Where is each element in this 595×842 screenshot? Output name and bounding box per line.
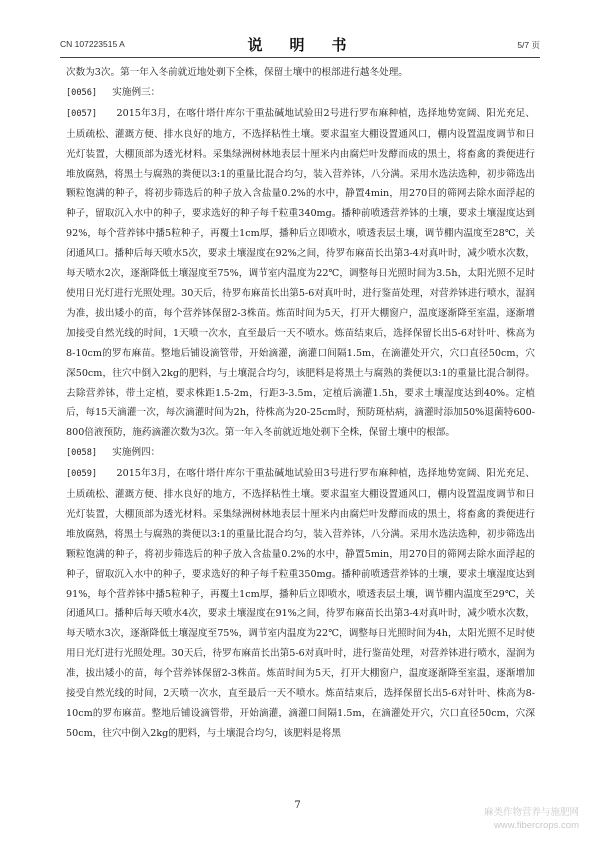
section-heading: 实施例三： xyxy=(112,86,161,98)
paragraph-0056 xyxy=(66,83,535,104)
document-title: 说 明 书 xyxy=(247,36,353,54)
paragraph-text: 2015年3月，在喀什塔什库尔干重盐碱地试验田2号进行罗布麻种植，选择地势宽阔、阳光充足、土质疏松、灌溉方便、排水良好的地方，不选择粘性土壤。要求温室大棚设置通风口，棚内设置温度调节和日光灯装置，大棚顶部为透光材料。采集绿洲树林地表层十厘米内由腐烂叶发酵而成的黑土，将畜禽的粪便进行堆放腐熟，将黑土与腐熟的粪便以3:1的重量比混合均匀，装入营养钵，八分满。采用水选法选种，初步筛选出颗粒饱满的种子，将初步筛选后的种子放入含盐量0.2%的水中，静置4min，用270目的筛网去除水面浮起的种子，留取沉入水中的种子，要求选好的种子每千粒重340mg。播种前喷透营养钵的土壤，要求土壤湿度达到92%，每个营养钵中播5粒种子，再覆土1cm厚，播种后立即喷水，喷透表层土壤，调节棚内温度至28℃，关闭通风口。播种后每天喷水5次，要求土壤湿度在92%之间，待罗布麻苗长出第3-4对真叶时，减少喷水次数，每天喷水2次，逐渐降低土壤湿度至75%，调节室内温度为22℃，调整每日光照时间为3.5h，太阳光照不足时使用日光灯进行光照处理。30天后，待罗布麻苗长出第5-6对真叶时，进行鉴苗处理，对营养钵进行喷水，湿润为准，拔出矮小的苗，每个营养钵保留2-3株苗。炼苗时间为5天，打开大棚窗户，温度逐渐降至室温，逐渐增加接受自然光线的时间，1天喷一次水，直至最后一天不喷水。炼苗结束后，选择保留长出5-6对针叶、株高为8-10cm的罗布麻苗。整地后铺设滴管带，开始滴灌，滴灌口间隔1.5m，在滴灌处开穴，穴口直径50cm，穴深50cm，往穴中倒入2kg的肥料，与土壤混合均匀，该肥料是将黑土与腐熟的粪便以3:1的重量比混合制得。去除营养钵，带土定植，要求株距1.5-2m，行距3-3.5m，定植后滴灌1.5h，要求土壤湿度达到40%。定植后，每15天滴灌一次，每次滴灌时间为2h，待株高为20-25cm时，预防斑枯病，滴灌时添加50%退菌特600-800倍液预防，施药滴灌次数为3次。第一年入冬前就近地处剃下全株，保留土壤中的根部。 xyxy=(66,107,535,439)
paragraph-continuation xyxy=(66,63,535,83)
paragraph-0059 xyxy=(66,464,535,744)
watermark-url: www.fibercrops.com xyxy=(494,820,579,831)
paragraph-text: 2015年3月，在喀什塔什库尔干重盐碱地试验田3号进行罗布麻种植，选择地势宽阔、阳光充足、土质疏松、灌溉方便、排水良好的地方，不选择粘性土壤。要求温室大棚设置通风口，棚内设置温度调节和日光灯装置，大棚顶部为透光材料。采集绿洲树林地表层十厘米内由腐烂叶发酵而成的黑土，将畜禽的粪便进行堆放腐熟，将黑土与腐熟的粪便以3:1的重量比混合均匀，装入营养钵，八分满。采用水选法选种，初步筛选出颗粒饱满的种子，将初步筛选后的种子放入含盐量0.2%的水中，静置5min，用270目的筛网去除水面浮起的种子，留取沉入水中的种子，要求选好的种子每千粒重350mg。播种前喷透营养钵的土壤，要求土壤湿度达到91%，每个营养钵中播5粒种子，再覆土1cm厚，播种后立即喷水，喷透表层土壤，调节棚内温度至29℃，关闭通风口。播种后每天喷水4次，要求土壤湿度在91%之间，待罗布麻苗长出第3-4对真叶时，减少喷水次数，每天喷水3次，逐渐降低土壤湿度至75%，调节室内温度为22℃，调整每日光照时间为4h，太阳光照不足时使用日光灯进行光照处理。30天后，待罗布麻苗长出第5-6对真叶时，进行鉴苗处理，对营养钵进行喷水，湿润为准，拔出矮小的苗，每个营养钵保留2-3株苗。炼苗时间为5天，打开大棚窗户，温度逐渐降至室温，逐渐增加接受自然光线的时间，2天喷一次水，直至最后一天不喷水。炼苗结束后，选择保留长出5-6对针叶、株高为8-10cm的罗布麻苗。整地后铺设滴管带，开始滴灌，滴灌口间隔1.5m，在滴灌处开穴，穴口直径50cm，穴深50cm，往穴中倒入2kg的肥料，与土壤混合均匀，该肥料是将黑 xyxy=(66,468,535,739)
page-number: 7 xyxy=(294,800,301,811)
document-body xyxy=(66,63,535,744)
watermark-site-name: 麻类作物营养与施肥网 xyxy=(483,807,579,818)
page-header xyxy=(60,34,540,54)
paragraph-text: 次数为3次。第一年入冬前就近地处剃下全株，保留土壤中的根部进行越冬处理。 xyxy=(66,67,408,78)
paragraph-number: [0056] xyxy=(66,87,98,98)
page-indicator: 5/7 页 xyxy=(517,40,540,50)
patent-number: CN 107223515 A xyxy=(60,39,125,49)
paragraph-0058 xyxy=(66,443,535,464)
paragraph-number: [0058] xyxy=(66,448,98,459)
paragraph-number: [0059] xyxy=(66,469,98,480)
paragraph-0057 xyxy=(66,104,535,443)
watermark xyxy=(484,806,579,832)
header-divider xyxy=(60,57,540,58)
paragraph-number: [0057] xyxy=(66,108,98,119)
section-heading: 实施例四： xyxy=(112,447,161,459)
